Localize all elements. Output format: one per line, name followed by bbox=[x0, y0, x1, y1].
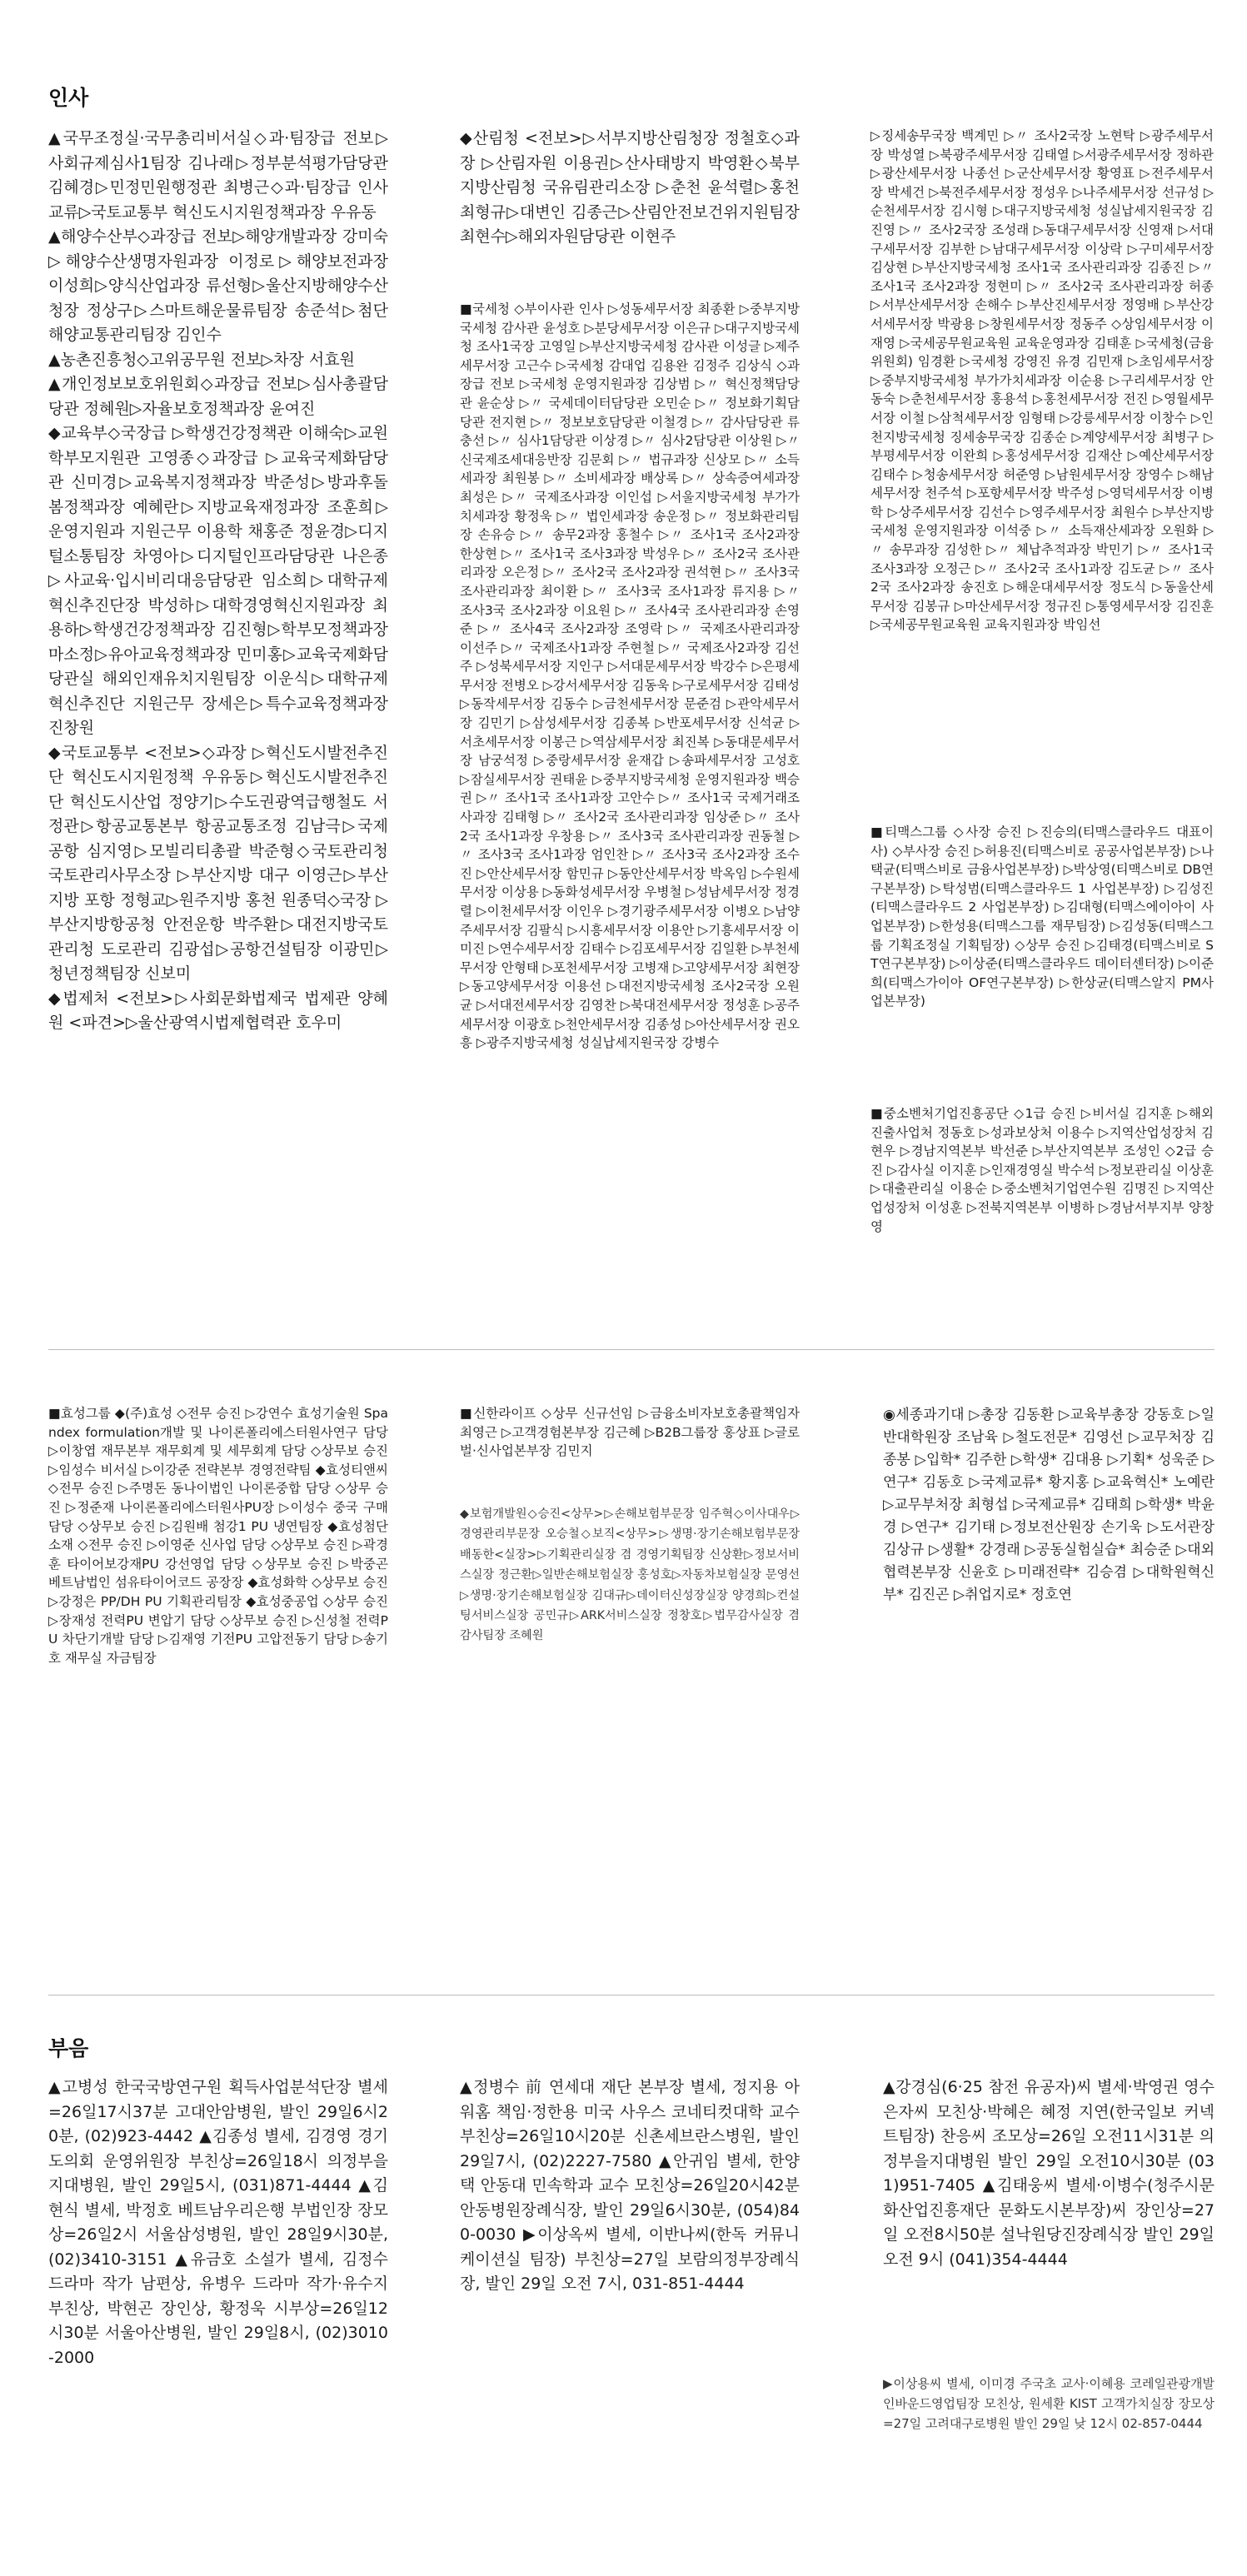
list-item: ▲개인정보보호위원회◇과장급 전보▷심사총괄담당관 정혜원▷자율보호정책과장 윤여진 bbox=[48, 375, 388, 418]
list-item: ▲농촌진흥청◇고위공무원 전보▷차장 서효원 bbox=[48, 350, 355, 369]
list-item: ◆교육부◇국장급 ▷학생건강정책관 이해숙▷교원학부모지원관 고영종◇과장급 ▷교육국제화담당관 신미경▷교육복지정책과장 박준성▷방과후돌봄정책과장 예혜란▷지방교육재정과장 조훈희▷운영지원과 지원근무 이용학 채홍준 정윤경▷디지털소통팀장 차영아▷디지털인프라담당관 나은종▷사교육·입시비리대응담당관 임소희▷대학규제혁신추진단장 박성하▷대학경영혁신지원과장 최용하▷학생건강정책과장 김진형▷학부모정책과장 마소정▷유아교육정책과장 민미홍▷교육국제화담당관실 해외인재유치지원팀장 이운식▷대학규제혁신추진단 지원근무 장세은▷특수교육정책과장 진창원 bbox=[48, 424, 388, 737]
insa-national-tax-service: ■국세청 ◇부이사관 인사 ▷성동세무서장 최종환 ▷중부지방국세청 감사관 윤성호 ▷분당세무서장 이은규 ▷대구지방국세청 조사1국장 고영일 ▷부산지방국세청 감사관 이성글 ▷제주세무서장 고근수 ▷국세청 감대업 김용완 김정주 김상식 ◇과장급 전보 ▷국세청 운영지원과장 김상범 ▷〃 혁신정책담당관 윤순상 ▷〃 국세데이터담당관 오민순 ▷〃 정보화기획담당관 전지현 ▷〃 정보보호담당관 이철경 ▷〃 감사담당관 류충선 ▷〃 심사1담당관 이상경 ▷〃 심사2담당관 이상원 ▷〃 신국제조세대응반장 김문회 ▷〃 법규과장 신상모 ▷〃 소득세과장 최원봉 ▷〃 소비세과장 배상록 ▷〃 상속증여세과장 최성은 ▷〃 국제조사과장 이인섭 ▷서울지방국세청 부가가치세과장 황정욱 ▷〃 법인세과장 송운정 ▷〃 정보화관리팀장 손유승 ▷〃 송무2과장 홍철수 ▷〃 조사1국 조사2과장 한상현 ▷〃 조사1국 조사3과장 박성우 ▷〃 조사2국 조사관리과장 오은정 ▷〃 조사2국 조사2과장 권석현 ▷〃 조사3국 조사관리과장 최이환 ▷〃 조사3국 조사1과장 류지용 ▷〃 조사3국 조사2과장 이요원 ▷〃 조사4국 조사관리과장 손영준 ▷〃 조사4국 조사2과장 조영락 ▷〃 국제조사관리과장 이선주 ▷〃 국제조사1과장 주현철 ▷〃 국제조사2과장 김선주 ▷성북세무서장 지인구 ▷서대문세무서장 박강수 ▷은평세무서장 전병오 ▷강서세무서장 김동욱 ▷구로세무서장 김태성 ▷동작세무서장 김동수 ▷금천세무서장 문준검 ▷관악세무서장 김민기 ▷삼성세무서장 김종복 ▷반포세무서장 신석균 ▷서초세무서장 이봉근 ▷역삼세무서장 최진복 ▷동대문세무서장 남궁석정 ▷중랑세무서장 윤재갑 ▷송파세무서장 고성호 ▷잠실세무서장 권태윤 ▷중부지방국세청 운영지원과장 백승권 ▷〃 조사1국 조사1과장 고안수 ▷〃 조사1국 국제거래조사과장 김태형 ▷〃 조사2국 조사관리과장 임상준 ▷〃 조사2국 조사1과장 우창용 ▷〃 조사3국 조사관리과장 권동철 ▷〃 조사3국 조사1과장 엄인찬 ▷〃 조사3국 조사2과장 조수진 ▷안산세무서장 함민규 ▷동안산세무서장 박옥임 ▷수원세무서장 이상용 ▷동화성세무서장 우병철 ▷성남세무서장 정경렬 ▷이천세무서장 이인우 ▷경기광주세무서장 이병오 ▷남양주세무서장 김팔식 ▷시흥세무서장 이용안 ▷기흥세무서장 이미진 ▷연수세무서장 김태수 ▷김포세무서장 김일환 ▷부천세무서장 안형태 ▷포천세무서장 고병재 ▷고양세무서장 최현장 ▷동고양세무서장 이용선 ▷대전지방국세청 조사2국장 오원균 ▷서대전세무서장 김영찬 ▷북대전세무서장 정성훈 ▷공주세무서장 이광호 ▷천안세무서장 김종성 ▷아산세무서장 권오흥 ▷광주지방국세청 성실납세지원국장 강병수 bbox=[460, 301, 800, 1051]
insa-tax-offices-continued: ▷징세송무국장 백계민 ▷〃 조사2국장 노현탁 ▷광주세무서장 박성열 ▷북광주세무서장 김태열 ▷서광주세무서장 정하관 ▷광산세무서장 나종선 ▷군산세무서장 황영표 ▷전주세무서장 박세건 ▷북전주세무서장 정성우 ▷나주세무서장 선규성 ▷순천세무서장 김시형 ▷대구지방국세청 성실납세지원국장 김진영 ▷〃 조사2국장 조성래 ▷동대구세무서장 신영재 ▷서대구세무서장 김부한 ▷남대구세무서장 이상락 ▷구미세무서장 김상현 ▷부산지방국세청 조사1국 조사관리과장 김종진 ▷〃 조사1국 조사2과장 정현미 ▷〃 조사2국 조사관리과장 허종 ▷서부산세무서장 손해수 ▷부산진세무서장 정영배 ▷부산강서세무서장 박광용 ▷창원세무서장 정동주 ◇상임세무서장 이재영 ▷국세공무원교육원 교육운영과장 김태훈 ▷국세청(금융위원회) 임경환 ▷국세청 강영진 유경 김민재 ▷초임세무서장 ▷중부지방국세청 부가가치세과장 이순용 ▷구리세무서장 안동숙 ▷춘천세무서장 홍용석 ▷홍천세무서장 전진 ▷영월세무서장 이철 ▷삼척세무서장 임형태 ▷강릉세무서장 이창수 ▷인천지방국세청 징세송무국장 김종순 ▷계양세무서장 최병구 ▷부평세무서장 이완희 ▷홍성세무서장 김재산 ▷예산세무서장 김태수 ▷청송세무서장 허준영 ▷남원세무서장 장영수 ▷해남세무서장 천주석 ▷포항세무서장 박주성 ▷영덕세무서장 이병학 ▷상주세무서장 김선수 ▷영주세무서장 최원수 ▷부산지방국세청 운영지원과장 이석중 ▷〃 소득재산세과장 오원화 ▷〃 송무과장 김성한 ▷〃 체납추적과장 박민기 ▷〃 조사1국 조사3과장 오정근 ▷〃 조사2국 조사1과장 김도균 ▷〃 조사2국 조사2과장 송진호 ▷해운대세무서장 정도식 ▷동울산세무서장 김봉규 ▷마산세무서장 정규진 ▷통영세무서장 김진훈 ▷국세공무원교육원 교육지원과장 박임선 bbox=[870, 128, 1214, 633]
insa-tmax-group: ■티맥스그룹 ◇사장 승진 ▷진승의(티맥스클라우드 대표이사) ◇부사장 승진 ▷허용진(티맥스비로 공공사업본부장) ▷나택균(티맥스비로 금융사업본부장) ▷박상영(티맥스비로 DB연구본부장) ▷탁성범(티맥스클라우드 1 사업본부장) ▷김성진(티맥스클라우드 2 사업본부장) ▷김대형(티맥스에이아이 사업본부장) ▷한성용(티맥스그룹 재무팀장) ▷김성동(티맥스그룹 기획조정실 기획팀장) ◇상무 승진 ▷김태경(티맥스비로 ST연구본부장) ▷이상준(티맥스클라우드 데이터센터장) ▷이준희(티맥스가이아 OF연구본부장) ▷한상균(티맥스알지 PM사업본부장) bbox=[870, 825, 1214, 1009]
list-item: ◆국토교통부 <전보>◇과장 ▷혁신도시발전추진단 혁신도시지원정책 우유동▷혁신도시발전추진단 혁신도시산업 정양기▷수도권광역급행철도 서정관▷항공교통본부 항공교통조정 김남극▷국제공항 심지영▷모빌리티총괄 박준형◇국토관리청 국토관리사무소장 ▷부산지방 대구 이영근▷부산지방 포항 정형교▷원주지방 홍천 원종덕◇국장 ▷부산지방항공청 안전운항 박주환▷대전지방국토관리청 도로관리 김광섭▷공항건설팀장 이광민▷청년정책팀장 신보미 bbox=[48, 743, 388, 983]
obituary-column-3: ▲강경심(6·25 참전 유공자)씨 별세·박영권 영수 은자씨 모친상·박혜은 혜정 지연(한국일보 커넥트팀장) 찬응씨 조모상=26일 오전11시31분 의정부을지대병원 발인 29일 오전10시30분 (031)951-7405 ▲김태웅씨 별세·이병수(청주시문화산업진흥재단 문화도시본부장)씨 장인상=27일 오전8시50분 설낙원당진장례식장 발인 29일 오전 9시 (041)354-4444 bbox=[883, 2078, 1215, 2269]
section-divider bbox=[48, 1349, 1215, 1350]
insa-forest-service: ◆산림청 <전보>▷서부지방산림청장 정철호◇과장 ▷산림자원 이용권▷산사태방지 박영환◇북부지방산림청 국유림관리소장 ▷춘천 윤석렬▷홍천 최형규▷대변인 김종근▷산림안전보건위지원팀장 최현수▷해외자원담당관 이현주 bbox=[460, 129, 800, 246]
list-item: ◆법제처 <전보>▷사회문화법제국 법제관 양혜원 <파견>▷울산광역시법제협력관 호우미 bbox=[48, 989, 388, 1032]
obituary-column-3-note: ▶이상용씨 별세, 이미경 주국초 교사·이혜용 코레일관광개발 인바운드영업팀장 모친상, 원세환 KIST 고객가치실장 장모상=27일 고려대구로병원 발인 29일 낮 12시 02-857-0444 bbox=[883, 2376, 1215, 2431]
list-item: ▲해양수산부◇과장급 전보▷해양개발과장 강미숙▷해양수산생명자원과장 이정로▷해양보전과장 이성희▷양식산업과장 류선형▷울산지방해양수산청장 정상구▷스마트해운물류팀장 송준석▷첨단해양교통관리팀장 김인수 bbox=[48, 227, 388, 344]
list-item: ▲국무조정실·국무총리비서실◇과·팀장급 전보▷사회규제심사1팀장 김나래▷정부분석평가담당관 김혜경▷민정민원행정관 최병근◇과·팀장급 인사교류▷국토교통부 혁신도시지원정책과장 우유동 bbox=[48, 129, 388, 222]
bugo-heading: 부음 bbox=[48, 2036, 89, 2060]
obituary-column-1: ▲고병성 한국국방연구원 획득사업분석단장 별세=26일17시37분 고대안암병원, 발인 29일6시20분, (02)923-4442 ▲김종성 별세, 김경영 경기도의회 운영위원장 부친상=26일18시 의정부을지대병원, 발인 29일5시, (031)871-4444 ▲김현식 별세, 박정호 베트남우리은행 부법인장 장모상=26일2시 서울삼성병원, 발인 28일9시30분, (02)3410-3151 ▲유금호 소설가 별세, 김정수 드라마 작가 남편상, 유병우 드라마 작가·유수지 부친상, 박현곤 장인상, 황정욱 시부상=26일12시30분 서울아산병원, 발인 29일8시, (02)3010-2000 bbox=[48, 2078, 388, 2367]
insa-column-1 bbox=[48, 127, 388, 1293]
shinhan-life: ■신한라이프 ◇상무 신규선임 ▷금융소비자보호총괄책임자 최영근 ▷고객경험본부장 김근혜 ▷B2B그룹장 홍상표 ▷글로벌·신사업본부장 김민지 bbox=[460, 1406, 800, 1459]
insa-heading: 인사 bbox=[48, 86, 89, 110]
hyosung-group: ■효성그룹 ◆(주)효성 ◇전무 승진 ▷강연수 효성기술원 Spandex formulation개발 및 나이론폴리에스터원사연구 담당 ▷이창엽 재무본부 재무회계 및 세무회계 담당 ◇상무보 승진 ▷임성수 비서실 ▷이강준 전략본부 경영전략팀 ◆효성티앤씨 ◇전무 승진 ▷주명돈 동나이법인 나이론중합 담당 ◇상무 승진 ▷정준재 나이론폴리에스터원사PU장 ▷이성수 중국 구매 담당 ◇상무보 승진 ▷김원배 첨강1 PU 냉연팀장 ◆효성첨단소재 ◇전무 승진 ▷이영준 신사업 담당 ◇상무보 승진 ▷곽경훈 타이어보강재PU 강선영업 담당 ◇상무보 승진 ▷박중곤 베트남법인 섬유타이어코드 공장장 ◆효성화학 ◇상무보 승진 ▷강정은 PP/DH PU 기획관리팀장 ◆효성중공업 ◇상무 승진 ▷장재성 전력PU 변압기 담당 ◇상무보 승진 ▷신성철 전력PU 차단기개발 담당 ▷김재영 기전PU 고압전동기 담당 ▷송기호 재무실 자금팀장 bbox=[48, 1406, 388, 1666]
obituary-column-2: ▲정병수 前 연세대 재단 본부장 별세, 정지용 아워홈 책임·정한용 미국 사우스 코네티컷대학 교수 부친상=26일10시20분 신촌세브란스병원, 발인 29일7시, (02)2227-7580 ▲안귀임 별세, 한양택 안동대 민속학과 교수 모친상=26일20시42분 안동병원장례식장, 발인 29일6시30분, (054)840-0030 ▶이상옥씨 별세, 이반나씨(한독 커뮤니케이션실 팀장) 부친상=27일 보람의정부장례식장, 발인 29일 오전 7시, 031-851-4444 bbox=[460, 2078, 800, 2293]
section-divider bbox=[48, 1995, 1215, 1996]
sejong-university: ◉세종과기대 ▷총장 김동환 ▷교육부총장 강동호 ▷일반대학원장 조남육 ▷철도전문* 김영선 ▷교무처장 김종봉 ▷입학* 김주한 ▷학생* 김대용 ▷기획* 성욱준 ▷연구* 김동호 ▷국제교류* 황지홍 ▷교육혁신* 노예란 ▷교무부처장 최형섭 ▷국제교류* 김태희 ▷학생* 박윤경 ▷연구* 김기태 ▷정보전산원장 손기욱 ▷도서관장 김상규 ▷생활* 강경래 ▷공동실험실습* 최승준 ▷대외협력본부장 신윤호 ▷미래전략* 김승겸 ▷대학원혁신부* 김진곤 ▷취업지로* 정호연 bbox=[883, 1407, 1215, 1603]
insurance-development-institute: ◆보험개발원◇승진<상무>▷손해보험부문장 임주혁◇이사대우▷경영관리부문장 오승철◇보직<상무>▷생명·장기손해보험부문장 배동한<실장>▷기획관리실장 겸 경영기획팀장 신상환▷정보서비스실장 정근환▷일반손해보험실장 홍성호▷자동차보험실장 문영선▷생명·장기손해보험실장 김대규▷데이터신성장실장 양경희▷컨설팅서비스실장 공민규▷ARK서비스실장 정창호▷법무감사실장 겸 감사팀장 조혜원 bbox=[460, 1507, 800, 1643]
insa-sme-agency: ■중소벤처기업진흥공단 ◇1급 승진 ▷비서실 김지훈 ▷해외진출사업처 정동호 ▷성과보상처 이용수 ▷지역산업성장처 김현우 ▷경남지역본부 박선준 ▷부산지역본부 조성인 ◇2급 승진 ▷감사실 이지훈 ▷인재경영실 박수석 ▷정보관리실 이상훈 ▷대출관리실 이용순 ▷중소벤처기업연수원 김명진 ▷지역산업성장처 이성훈 ▷전북지역본부 이병하 ▷경남서부지부 양창영 bbox=[870, 1106, 1214, 1234]
